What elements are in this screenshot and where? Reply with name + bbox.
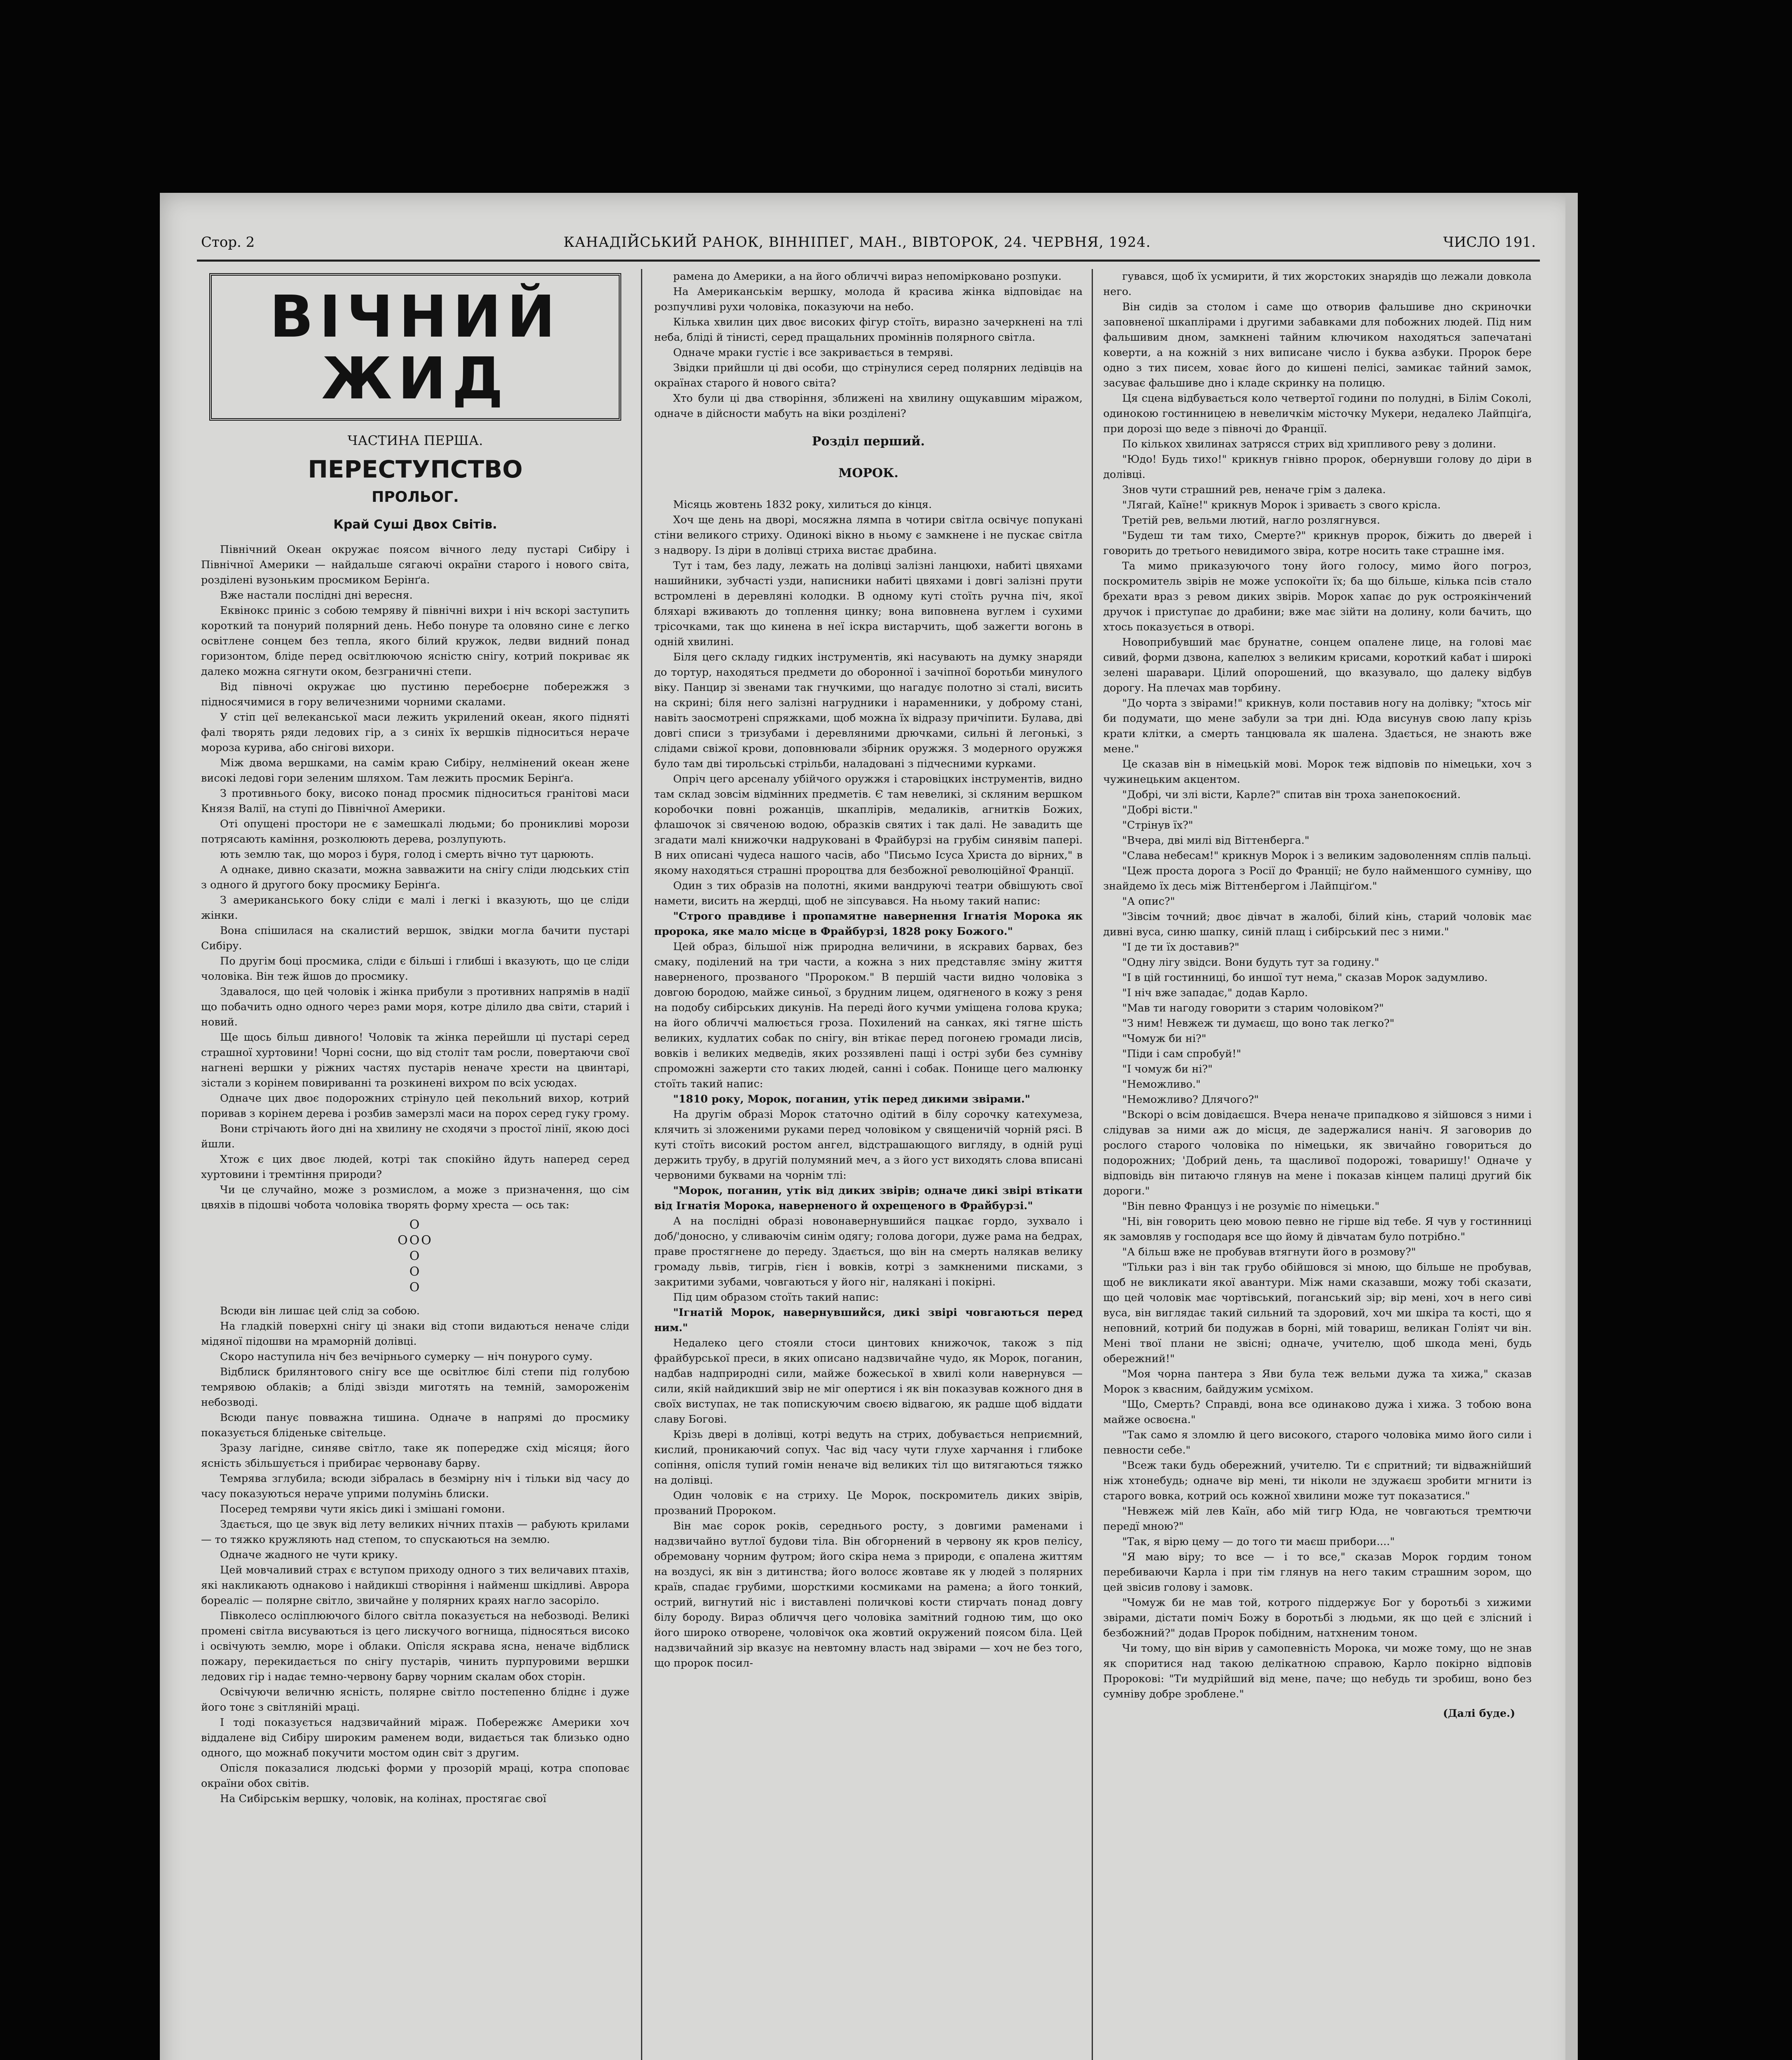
chapter-title: МОРОК. <box>838 466 898 480</box>
column-3 <box>1103 269 1532 2060</box>
part-heading: ЧАСТИНА ПЕРША. <box>347 433 483 448</box>
paragraph: "Зівсім точний; двоє дівчат в жалобі, білий кінь, старий чоловік має дивні вуса, синю шапку, синій плащ і сибірський пес з ними." <box>1103 911 1532 938</box>
paragraph: Здається, що це звук від лету великих нічних птахів — рабують крилами — то тяжко кружляють над степом, то спускаються на землю. <box>201 1518 629 1546</box>
paragraph: Одначе жадного не чути крику. <box>220 1549 398 1561</box>
paragraph: Темрява зглубила; всюди зібралась в безмірну ніч і тільки від часу до часу показуються нераче уприми полумінь блиски. <box>201 1472 629 1500</box>
cross-figure <box>201 1217 629 1295</box>
paragraph: "А опис?" <box>1122 895 1175 908</box>
paragraph: Ще щось більш дивного! Чоловік та жінка перейшли ці пустарі серед страшної хуртовини! Чорні сосни, що від століт там росли, повертаючи свої нагнені вершки у ріжних частях пустарів неначе хрести на цвинтарі, зістали з корінем повириванні та розкинені вихром по всіх усюдах. <box>201 1031 629 1089</box>
cross-mark-row: О <box>409 1217 421 1232</box>
text-block <box>654 1214 1083 1305</box>
paragraph: Одначе цих двоє подорожних стрінуло цей пекольний вихор, котрий поривав з корінем дерева і розбив замерзлі маси на порох серед гуку грому. <box>201 1092 629 1120</box>
paragraph: З противнього боку, високо понад просмик підноситься гранітові маси Князя Валії, на ступі до Північної Америки. <box>201 787 629 815</box>
paragraph: "Всеж таки будь обережний, учителю. Ти є спритний; ти відважнійший ніж хтонебудь; одначе вір мені, ти ніколи не здужаєш зробити мгнити із старого вовка, котрий ось кожної хвилини може тут показатися." <box>1103 1459 1532 1502</box>
paragraph: "Так, я вірю цему — до того ти маєш прибори...." <box>1122 1536 1395 1548</box>
text-block <box>654 269 1083 421</box>
column-divider <box>641 269 642 2060</box>
paragraph: Він має сорок років, середнього росту, з довгими раменами і надзвичайно вутлої будови тіла. Він обгорнений в червону як кров пелісу, обремовану чорним футром; його скіра нема з природи, є опалена життям на воздусі, як він з дитинства; його волосє жовтаве як у людей з полярних країв, спадає грубими, шорсткими космиками на рамена; а його тонкий, острий, вигнутий ніс і виставлені поличкові кости стирчать понад довгу білу бороду. Вираз обличчя цего чоловіка замітний годною тим, що око його широко отворене, чоловічок ока жовтий окружений поясом біла. Цей надзвичайний зір вказує на невтомну власть над звірами — хоч не без того, що пророк посил- <box>654 1520 1083 1669</box>
paragraph: Півколесо осліплюючого білого світла показується на небозводі. Великі промені світла висуваються із цего лискучого вогнища, підносяться високо і освічують землю, море і облаки. Опісля яскрава ясна, неначе відблиск пожару, перекидається по снігу пустарів, чинить пурпуровими вершки ледових гір і надає темно-червону барву чорним скалам обох сторін. <box>201 1610 629 1683</box>
paragraph: "Тільки раз і він так грубо обійшовся зі мною, що більше не пробував, щоб не викликати якої авантури. Між нами сказавши, можу тобі сказати, що цей чоловік має чортівський, поганський зір; вір мені, хоч в него сиві вуса, він виглядає такий сильний та здоровий, хоч ми шкіра та кості, що я неповний, котрий би подужав в борні, мій товариш, великан Голіят чи він. Мені твої плани не звісні; одначе, учителю, щоб шкода мені, будь обережний!" <box>1103 1261 1532 1365</box>
paragraph: Звідки прийшли ці дві особи, що стрінулися серед полярних ледівців на окраїнах старого й нового світа? <box>654 362 1083 389</box>
paragraph: Посеред темряви чути якісь дикі і змішані гомони. <box>220 1503 505 1515</box>
paragraph: Крізь двері в долівці, котрі ведуть на стрих, добувається неприємний, кислий, проникаючий сопух. Час від часу чути глухе харчання і глибоке сопіння, опісля тупий гомін неначе від великих тіл що витягаються тяжко на долівці. <box>654 1428 1083 1486</box>
paragraph: По кількох хвилинах затрясся стрих від хрипливого реву з долини. <box>1122 438 1496 450</box>
paragraph: "І в цій гостинниці, бо иншої тут нема," сказав Морок задумливо. <box>1122 971 1488 984</box>
paragraph: "Чомуж би не мав той, котрого піддержує Бог у боротьбі з хижими звірами, дістати поміч Божу в боротьбі з людьми, як що цей є злісний і безбожний?" додав Пророк побідним, натхненим тоном. <box>1103 1596 1532 1639</box>
paragraph: Всюди панує повважна тишина. Одначе в напрямі до просмику показується бліденьке світельце. <box>201 1412 629 1439</box>
paragraph: "Добрі вісти." <box>1122 804 1198 816</box>
paragraph: Опріч цего арсеналу убійчого оружжя і старовіцких інструментів, видно там склад зовсім відмінних предметів. Є там невеликі, зі скляним вершком коробочки повні рожанців, шкаплірів, медаликів, агнитків Божих, флашочок зі свяченою водою, образків святих і так далі. Не завадить ще згадати малі книжочки надруковані в Фрайбурзі на грубім синявім папері. В них описані чудеса нашого часів, або "Письмо Ісуса Христа до вірних," в якому находяться страшні пророцтва для безбожної революційної Франції. <box>654 773 1083 877</box>
section-heading: ПЕРЕСТУПСТВО <box>308 455 523 483</box>
paragraph: Одначе мраки густіє і все закривається в темряві. <box>673 346 953 359</box>
chapter-heading: Розділ перший. <box>812 434 925 449</box>
paragraph: Відблиск брилянтового снігу все ще освітлює білі степи під голубою темрявою облаків; а бліді звізди миготять на темній, замороженім небозводі. <box>201 1366 629 1409</box>
paragraph: А на послідні образі новонавернувшийся пацкає гордо, зухвало і доб/'доносно, у сливаючім синім одягу; голова догори, дуже рама на бедрах, праве простягнене до переду. Здається, що він на смерть налякав велику громаду львів, тигрів, гієн і вовків, котрі з замкненими писками, з закритими зубами, човгаються у його ніг, налякані і покірні. <box>654 1215 1083 1288</box>
paragraph: Хтож є цих двоє людей, котрі так спокійно йдуть наперед серед хуртовини і тремтіння природи? <box>201 1153 629 1181</box>
paragraph: "Будеш ти там тихо, Смерте?" крикнув пророк, біжить до дверей і говорить до третього невидимого звіра, котре носить таке страшне імя. <box>1103 529 1532 557</box>
column-2 <box>654 269 1083 2060</box>
bold-inscription: "Ігнатій Морок, навернувшийся, дикі звірі човгаються перед ним." <box>654 1306 1083 1334</box>
text-block <box>654 497 1083 909</box>
paragraph: "Мав ти нагоду говорити з старим чоловіком?" <box>1122 1002 1384 1014</box>
paragraph: Ця сцена відбувається коло четвертої години по полудні, в Білім Соколі, одинокою гостинницею в невеличкім місточку Мукери, недалеко Лайпціґа, при дорозі що веде з півночі до Франції. <box>1103 392 1532 435</box>
paragraph: "Неможливо." <box>1122 1078 1201 1091</box>
paragraph: "Юдо! Будь тихо!" крикнув гнівно пророк, обернувши голову до діри в долівці. <box>1103 453 1532 481</box>
paragraph: Північний Океан окружає поясом вічного леду пустарі Сибіру і Північної Америки — найдальше сягаючі окраїни старого і нового світа, розділені вузоньким просмиком Берінґа. <box>201 543 629 586</box>
paragraph: Недалеко цего стояли стоси цинтових книжочок, також з під фрайбурської преси, в яких описано надзвичайне чудо, як Морок, поганин, надбав надприродні сили, майже божеської в хвилі коли навернувся — сили, якій найдикший звір не міг опертися і як він показував кожного дня в своїх виступах, не так попискуючим своєю відвагою, як радше щоб віддати славу Богові. <box>654 1337 1083 1426</box>
paragraph: "І ніч вже западає," додав Карло. <box>1122 987 1308 999</box>
paragraph: гувався, щоб їх усмирити, й тих жорстоких знарядів що лежали довкола него. <box>1103 270 1532 298</box>
paragraph: А однаке, дивно сказати, можна завважити на снігу сліди людських стіп з одного й другого боку просмику Берінґа. <box>201 864 629 891</box>
header-rule <box>197 260 1540 262</box>
paragraph: Цей мовчаливий страх є вступом приходу одного з тих величавих птахів, які накликають однаково і найдикші створіння і найменш шкідливі. Аврора бореаліс — полярне світло, звичайне у полярних краях нагло засоріло. <box>201 1564 629 1607</box>
paragraph: "Добрі, чи злі вісти, Карле?" спитав він троха занепокоєний. <box>1122 789 1461 801</box>
paragraph: "Піди і сам спробуй!" <box>1122 1048 1241 1060</box>
paragraph: Чи тому, що він вірив у самопевність Морока, чи може тому, що не знав як споритися над такою делікатною справою, Карло покірно відповів Пророкові: "Ти мудрійший від мене, паче; що небудь ти зробиш, воно без сумніву добре зроблене." <box>1103 1642 1532 1700</box>
paragraph: "З ним! Невжеж ти думаєш, що воно так легко?" <box>1122 1017 1394 1030</box>
paragraph: Один з тих образів на полотні, якими вандруючі театри обвішують свої намети, висить на жердці, щоб не зіпсувався. На ньому такий напис: <box>654 880 1083 907</box>
prologue-heading: ПРОЛЬОГ. <box>372 489 459 506</box>
masthead-line: КАНАДІЙСЬКИЙ РАНОК, ВІННІПЕГ, МАН., ВІВТОРОК, 24. ЧЕРВНЯ, 1924. <box>564 234 1151 250</box>
paragraph: Вона спішилася на скалистий вершок, звідки могла бачити пустарі Сибіру. <box>201 925 629 952</box>
paragraph: "Так само я зломлю й цего високого, старого чоловіка мимо його сили і певности себе." <box>1103 1429 1532 1456</box>
text-block <box>201 542 629 1213</box>
text-block <box>201 1304 629 1807</box>
paragraph: На Американськім вершку, молода й красива жінка відповідає на розпучливі рухи чоловіка, показуючи на небо. <box>654 286 1083 313</box>
paragraph: "Чомуж би ні?" <box>1122 1032 1207 1045</box>
paragraph: "Моя чорна пантера з Яви була теж вельми дужа та хижа," сказав Морок з квасним, байдужим усміхом. <box>1103 1368 1532 1395</box>
paragraph: "Слава небесам!" крикнув Морок і з великим задоволенням сплів пальці. <box>1122 850 1532 862</box>
paragraph: Біля цего складу гидких інструментів, які насувають на думку знаряди до тортур, находяться предмети до оборонної і зачіпної боротьби минулого віку. Панцир зі звенами так гнучкими, що нагадує полотно зі сталі, висить на скрині; біля него залізні нагрудники і нараменники, у доброму стані, навіть заосмотрені спряжками, щоб можна їх відразу причіпити. Булава, дві довгі списи з тризубами і деревляними дрючками, сильні й легонькі, з слідами свіжої крови, доповнювали збірник оружжя. З модерного оружжя було там дві тирольські стрільби, наладовані з підчесними курками. <box>654 651 1083 770</box>
paragraph: Під цим образом стоїть такий напис: <box>673 1291 879 1304</box>
paragraph: "До чорта з звірами!" крикнув, коли поставив ногу на долівку; "хтось міг би подумати, що мене забули за три дні. Юда висунув свою лапу крізь крати клітки, а смерть танцювала як шалена. Здається, не знають вже мене." <box>1103 697 1532 755</box>
paragraph: "Ні, він говорить цею мовою певно не гірше від тебе. Я чув у гостинниці як замовляв у господаря все що йому й дівчатам було потрібно." <box>1103 1215 1532 1243</box>
paragraph: рамена до Америки, а на його обличчі вираз непомірковано розпуки. <box>673 270 1062 283</box>
paragraph: Вони стрічають його дні на хвилину не сходячи з простої лінії, якою досі йшли. <box>201 1123 629 1150</box>
paragraph: "Що, Смерть? Справді, вона все одинаково дужа і хижа. З тобою вона майже освоєна." <box>1103 1398 1532 1426</box>
paragraph: Всюди він лишає цей слід за собою. <box>220 1305 420 1317</box>
cross-mark-row: О <box>409 1249 421 1263</box>
paragraph: Та мимо приказуючого тону його голосу, мимо його погроз, поскромитель звірів не може успокоїти їх; ба що більше, кілька псів стало брехати враз з ревом диких звірів. Морок хапає до рук остроякінчений дручок і приступає до драбини; вже має зійти на долину, коли бачить, що хтось показується в отворі. <box>1103 560 1532 633</box>
paragraph: Чи це случайно, може з розмислом, а може з призначення, що сім цвяхів в підошві чобота чоловіка творять форму хреста — ось так: <box>201 1184 629 1211</box>
paragraph: "Вчера, дві милі від Віттенберга." <box>1122 834 1310 847</box>
paragraph: "Неможливо? Длячого?" <box>1122 1093 1259 1106</box>
paragraph: Це сказав він в німецькій мові. Морок теж відповів по німецьки, хоч з чужинецьким акцентом. <box>1103 758 1532 786</box>
prologue-subheading: Край Суші Двох Світів. <box>333 517 497 532</box>
paragraph: Вже настали послідні дні вересня. <box>220 589 413 602</box>
cross-mark-row: ООО <box>398 1233 433 1248</box>
newspaper-page <box>160 193 1577 2060</box>
column-divider <box>1092 269 1093 2060</box>
paragraph: Зразу лагідне, синяве світло, таке як попередже схід місяця; його ясність збільшується і прибирає червонаву барву. <box>201 1442 629 1470</box>
bold-inscription: "Морок, поганин, утік від диких звірів; одначе дикі звірі втікати від Ігнатія Морока, наверненого й охрещеного в Фрайбурзі." <box>654 1184 1083 1212</box>
text-block <box>654 1107 1083 1183</box>
paragraph: "І чомуж би ні?" <box>1122 1063 1213 1075</box>
paragraph: З американського боку сліди є малі і легкі і вказують, що це сліди жінки. <box>201 894 629 922</box>
paragraph: Хоч ще день на дворі, мосяжна лямпа в чотири світла освічує попукані стіни великого стриху. Одинокі вікно в ньому є замкнене і не пускає світла з надвору. Із діри в долівці стриха вистає драбина. <box>654 514 1083 557</box>
bold-inscription: "Строго правдиве і пропамятне навернення Ігнатія Морока як пророка, яке мало місце в Фрайбурзі, 1828 року Божого." <box>654 910 1083 938</box>
paragraph: "Одну лігу звідси. Вони будуть тут за годину." <box>1122 956 1380 969</box>
paragraph: По другім боці просмика, сліди є більші і глибші і вказують, що це сліди чоловіка. Він теж йшов до просмику. <box>201 955 629 983</box>
paragraph: Знов чути страшний рев, неначе грім з далека. <box>1122 484 1386 496</box>
paragraph: Хто були ці два створіння, зближені на хвилину ощукавшим міражом, одначе в дійсности мабуть на віки розділені? <box>654 392 1083 420</box>
text-block <box>654 1336 1083 1671</box>
text-block <box>654 939 1083 1092</box>
issue-number: ЧИСЛО 191. <box>1443 234 1536 250</box>
paragraph: На гладкій поверхні снігу ці знаки від стопи видаються неначе сліди мідяної підошви на мраморній долівці. <box>201 1320 629 1348</box>
paragraph: "Вскорі о всім довідаєшся. Вчера неначе припадково я зійшовся з ними і слідував за ними аж до місця, де задержалися наніч. Я заговорив до рослого старого чоловіка по німецьки, як звичайно говориться до подорожних; 'Добрий день, та щасливої подорожі, товаришу!' Одначе у відповідь він питаючо глянув на мене і показав кінцем палиці другий бік дороги." <box>1103 1109 1532 1197</box>
paragraph: "Цеж проста дорога з Росії до Франції; не було найменшого сумніву, що знайдемо їх десь між Віттенбергом і Лайпціґом." <box>1103 865 1532 892</box>
paragraph: Опісля показалися людські форми у прозорій мраці, котра споповає окраїни обох світів. <box>201 1762 629 1790</box>
page-header <box>201 226 1536 255</box>
paragraph: Освічуючи величню ясність, полярне світло постепенно бліднє і дуже його тонє з світлянійі мраці. <box>201 1686 629 1714</box>
paragraph: "А більш вже не пробував втягнути його в розмову?" <box>1122 1246 1416 1258</box>
paragraph: Еквінокс приніс з собою темряву й північні вихри і ніч вскорі заступить короткий та понурий полярний день. Небо понуре та оловяно сине є легко освітлене сонцем без тепла, якого білий кружок, ледви видний понад горизонтом, бліде перед освітлюючою ясністю снігу, котрий покриває як далеко можна сягнути оком, безграничні степи. <box>201 604 629 678</box>
paragraph: "Стрінув їх?" <box>1122 819 1193 831</box>
page-number: Стор. 2 <box>201 234 255 250</box>
paper-edge <box>1565 193 1578 2060</box>
paragraph: Він сидів за столом і саме що отворив фальшиве дно скриночки заповненої шкаплірами і другими забавками для побожних людей. Під ним фальшивим дном, замкнені тайним ключиком находяться запечатані коверти, а на кожній з них виписане число і буква азбуки. Пророк бере одно з тих писем, ховає його до кишені пелісі, замикає тайний замок, засуває фальшиве дно і кладе скринку на полицю. <box>1103 301 1532 389</box>
paragraph: Новоприбувший має брунатне, сонцем опалене лице, на голові має сивий, форми дзвона, капелюх з великим крисами, короткий кабат і широкі зелені шаравари. Цілий опорошений, що вказувало, що далеку відбув дорогу. На плечах мав торбину. <box>1103 636 1532 694</box>
paragraph: На другім образі Морок статочно одітий в білу сорочку катехумеза, клячить зі зложеними руками перед чоловіком у священичій чорній рясі. В куті стоїть високий ростом ангел, відстрашающого вигляду, в одній руці держить трубу, в другій полумяний меч, а з його уст виходять слова вписані червоними буквами на чорнім тлі: <box>654 1108 1083 1182</box>
paragraph: Здавалося, що цей чоловік і жінка прибули з противних напрямів в надії що побачить одно одного через рами моря, котре ділило два світи, старий і новий. <box>201 986 629 1028</box>
paragraph: "Лягай, Каїне!" крикнув Морок і зриваєть з свого крісла. <box>1122 499 1441 511</box>
paragraph: "Невжеж мій лев Каїн, або мій тигр Юда, не човгаються тремтючи передї мною?" <box>1103 1505 1532 1533</box>
paragraph: Оті опущені простори не є замешкалі людьми; бо проникливі морози потрясають каміння, розколюють дерева, розлупують. <box>201 818 629 845</box>
paragraph: Місяць жовтень 1832 року, хилиться до кінця. <box>673 499 932 511</box>
paragraph: "Я маю віру; то все — і то все," сказав Морок гордим тоном перебиваючи Карла і при тім глянув на него таким страшним зором, що цей звісив голову і замовк. <box>1103 1551 1532 1594</box>
text-block <box>1103 269 1532 1702</box>
paragraph: Тут і там, без ладу, лежать на долівці залізні ланцюхи, набиті цвяхами нашийники, зубчасті узди, написники набиті цвяхами і довгі залізні прути встромлені в деревляні колодки. В одному куті стоїть ручна піч, якої бляхарі вживають до топлення цинку; вона виповнена вуглем і сухими трісочками, так що кинена в неї іскра вистарчить, щоб зажегти вогонь в одній хвилині. <box>654 559 1083 648</box>
paragraph: Цей образ, більшої ніж природна величини, в яскравих барвах, без смаку, поділений на три части, а кожна з них представляє зміну життя наверненого, прозваного "Пророком." В першій части видно чоловіка з довгою бородою, майже синьої, з брудним лицем, одягненого в кожу з реня на подобу сибірських дикунів. На переді його кучми уміщена голова крука; на його обличчі малюється гроза. Похилений на санках, які тягне шість великих, кудлатих собак по снігу, він втікає перед погонею громади лисів, вовків і великих медведів, яких роззявлені пащі і острі зуби без сумніву спроможні зажерти сто таких людей, санні і собак. Понище цего малюнку стоїть такий напис: <box>654 941 1083 1090</box>
paragraph: Третій рев, вельми лютий, нагло розлягнувся. <box>1122 514 1380 527</box>
paragraph: На Сибірськім вершку, чоловік, на колінах, простягає свої <box>220 1793 547 1805</box>
paragraph: Один чоловік є на стриху. Це Морок, поскромитель диких звірів, прозваний Пророком. <box>654 1489 1083 1517</box>
paragraph: І тоді показується надзвичайний міраж. Побережжє Америки хоч віддалене від Сибіру широким раменем води, видається так близько одно одного, що можнаб покучити мостом один світ з другим. <box>201 1716 629 1759</box>
column-1 <box>201 269 629 2060</box>
story-title: ВІЧНИЙ ЖИД <box>209 273 621 421</box>
cross-mark-row: О <box>409 1264 421 1279</box>
paragraph: Скоро наступила ніч без вечірнього сумерку — ніч понурого суму. <box>220 1351 593 1363</box>
paragraph: ють землю так, що мороз і буря, голод і смерть вічно тут царюють. <box>220 848 594 861</box>
paragraph: Від півночі окружає цю пустиню перебоєрне побережжя з підносячимися в гору величезними чорними скалами. <box>201 681 629 708</box>
paragraph: "І де ти їх доставив?" <box>1122 941 1240 953</box>
paragraph: Кілька хвилин цих двоє високих фігур стоїть, виразно зачеркнені на тлі неба, бліді й тінисті, серед пращальних проміннів полярного світла. <box>654 316 1083 344</box>
continued-note: (Далі буде.) <box>1443 1707 1515 1720</box>
bold-inscription: "1810 року, Морок, поганин, утік перед дикими звірами." <box>673 1093 1030 1105</box>
paragraph: "Він певно Француз і не розуміє по німецьки." <box>1122 1200 1380 1213</box>
cross-mark-row: О <box>409 1280 421 1295</box>
paragraph: У стіп цеї велеканської маси лежить укрилений океан, якого підняті фалі творять ряди ледових гір, а з синіх їх вершків підноситься нераче мороза курива, або снігові вихори. <box>201 711 629 754</box>
paragraph: Між двома вершками, на самім краю Сибіру, нелмінений океан жене високі ледові гори зеленим шляхом. Там лежить просмик Берінґа. <box>201 757 629 784</box>
